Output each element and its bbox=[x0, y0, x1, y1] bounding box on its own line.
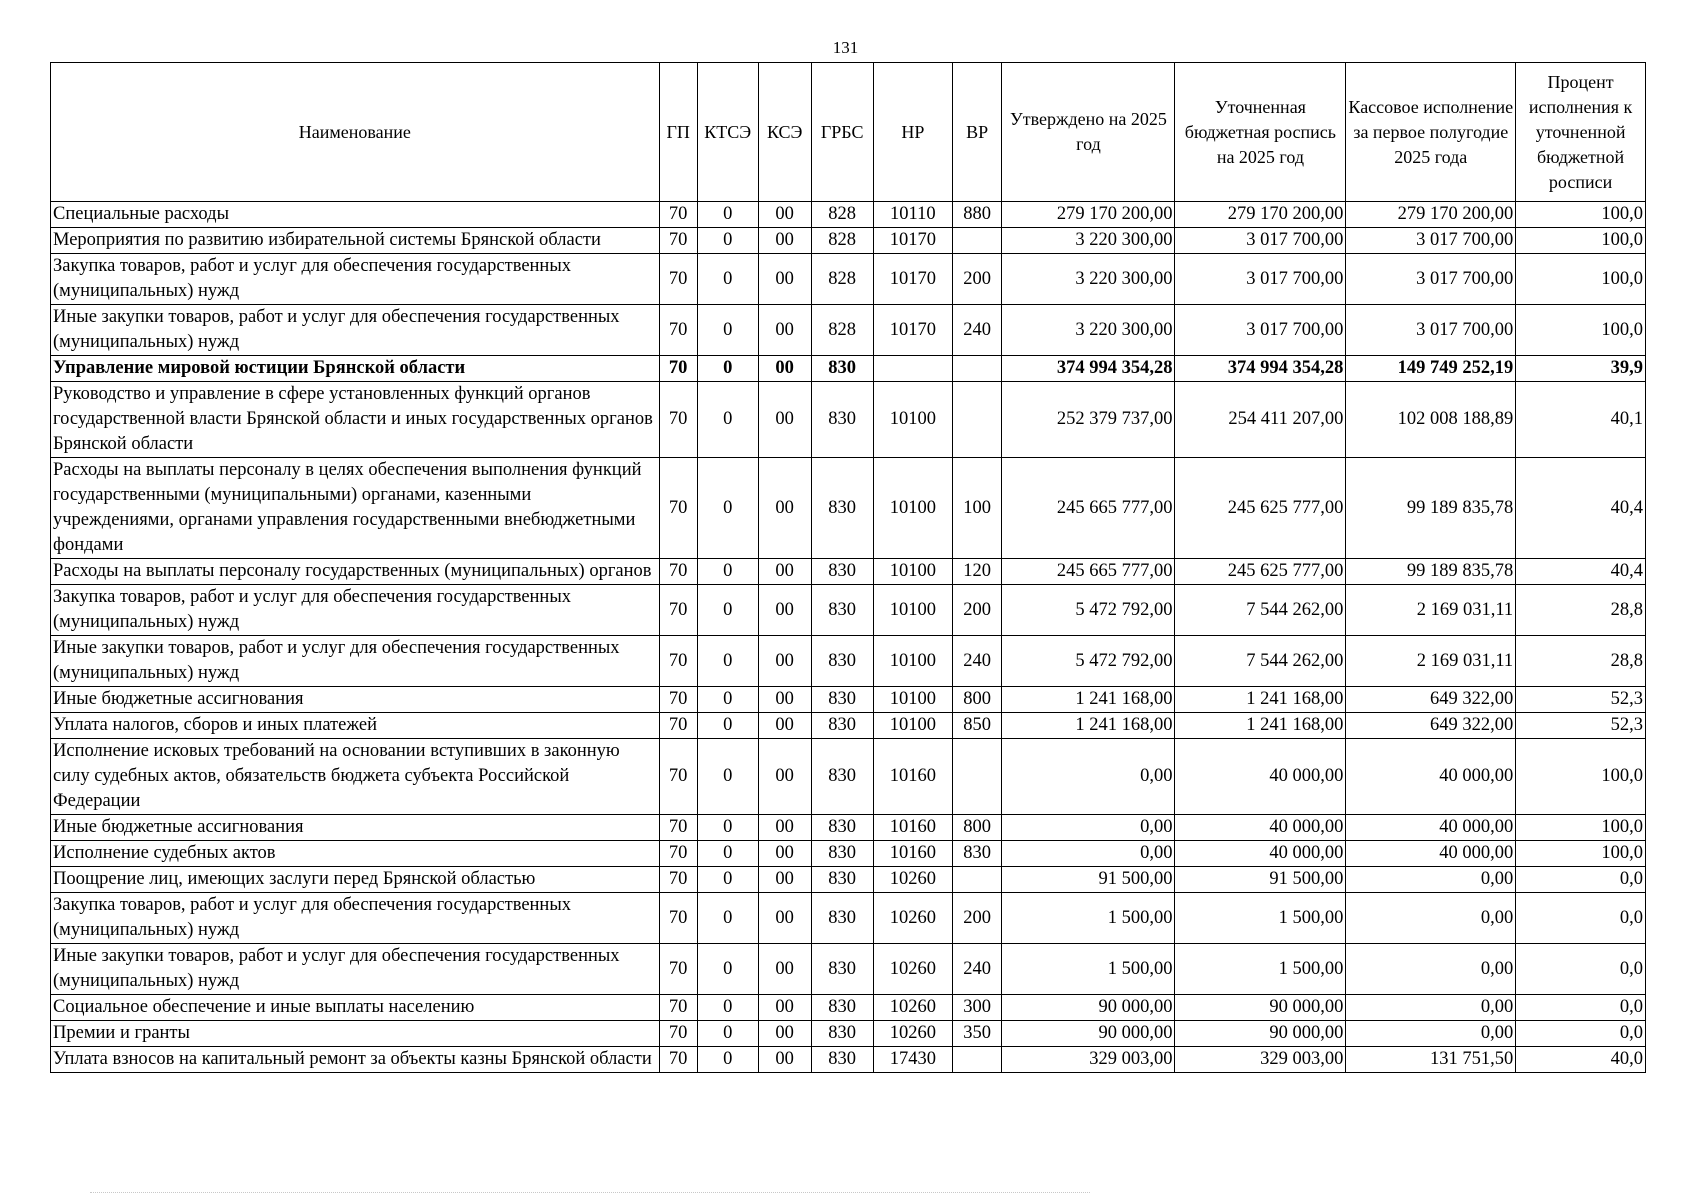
cell-refined: 3 017 700,00 bbox=[1175, 228, 1346, 254]
cell-nr: 10100 bbox=[873, 585, 952, 636]
table-row bbox=[51, 815, 1646, 841]
scan-artifact-line bbox=[90, 1192, 1090, 1195]
cell-nr: 10110 bbox=[873, 202, 952, 228]
cell-name: Расходы на выплаты персоналу в целях обеспечения выполнения функций государственными (муниципальными) органами, казенными учреждениями, органами управления государственными внебюджетными фондами bbox=[51, 458, 660, 559]
cell-grbs: 830 bbox=[811, 382, 873, 458]
cell-gp: 70 bbox=[659, 893, 697, 944]
cell-name: Иные закупки товаров, работ и услуг для обеспечения государственных (муниципальных) нужд bbox=[51, 305, 660, 356]
cell-nr: 10100 bbox=[873, 458, 952, 559]
cell-approved: 90 000,00 bbox=[1002, 1021, 1175, 1047]
cell-grbs: 830 bbox=[811, 1047, 873, 1073]
cell-executed: 0,00 bbox=[1346, 995, 1516, 1021]
cell-nr: 10100 bbox=[873, 636, 952, 687]
cell-executed: 0,00 bbox=[1346, 1021, 1516, 1047]
cell-kse: 00 bbox=[758, 254, 811, 305]
cell-refined: 7 544 262,00 bbox=[1175, 585, 1346, 636]
cell-grbs: 830 bbox=[811, 867, 873, 893]
cell-grbs: 828 bbox=[811, 254, 873, 305]
cell-ktse: 0 bbox=[697, 254, 758, 305]
cell-refined: 91 500,00 bbox=[1175, 867, 1346, 893]
cell-grbs: 830 bbox=[811, 585, 873, 636]
cell-kse: 00 bbox=[758, 202, 811, 228]
cell-name: Мероприятия по развитию избирательной системы Брянской области bbox=[51, 228, 660, 254]
cell-approved: 279 170 200,00 bbox=[1002, 202, 1175, 228]
cell-ktse: 0 bbox=[697, 382, 758, 458]
cell-approved: 245 665 777,00 bbox=[1002, 559, 1175, 585]
cell-vr bbox=[952, 1047, 1002, 1073]
cell-name: Специальные расходы bbox=[51, 202, 660, 228]
cell-approved: 1 241 168,00 bbox=[1002, 687, 1175, 713]
table-header-row bbox=[51, 63, 1646, 202]
cell-gp: 70 bbox=[659, 841, 697, 867]
cell-grbs: 830 bbox=[811, 356, 873, 382]
cell-executed: 99 189 835,78 bbox=[1346, 458, 1516, 559]
cell-grbs: 830 bbox=[811, 893, 873, 944]
cell-executed: 131 751,50 bbox=[1346, 1047, 1516, 1073]
cell-gp: 70 bbox=[659, 995, 697, 1021]
table-row bbox=[51, 687, 1646, 713]
cell-gp: 70 bbox=[659, 228, 697, 254]
cell-executed: 0,00 bbox=[1346, 893, 1516, 944]
table-row bbox=[51, 202, 1646, 228]
cell-kse: 00 bbox=[758, 867, 811, 893]
cell-kse: 00 bbox=[758, 559, 811, 585]
table-row bbox=[51, 559, 1646, 585]
cell-grbs: 830 bbox=[811, 687, 873, 713]
cell-gp: 70 bbox=[659, 739, 697, 815]
cell-executed: 40 000,00 bbox=[1346, 739, 1516, 815]
header-approved: Утверждено на 2025 год bbox=[1002, 63, 1175, 202]
cell-percent: 28,8 bbox=[1516, 636, 1646, 687]
cell-nr: 10100 bbox=[873, 382, 952, 458]
cell-executed: 649 322,00 bbox=[1346, 687, 1516, 713]
cell-refined: 40 000,00 bbox=[1175, 739, 1346, 815]
cell-refined: 40 000,00 bbox=[1175, 815, 1346, 841]
cell-ktse: 0 bbox=[697, 815, 758, 841]
cell-gp: 70 bbox=[659, 944, 697, 995]
table-row bbox=[51, 841, 1646, 867]
cell-executed: 649 322,00 bbox=[1346, 713, 1516, 739]
cell-name: Премии и гранты bbox=[51, 1021, 660, 1047]
table-row bbox=[51, 1021, 1646, 1047]
cell-executed: 40 000,00 bbox=[1346, 815, 1516, 841]
cell-vr bbox=[952, 739, 1002, 815]
cell-refined: 90 000,00 bbox=[1175, 995, 1346, 1021]
cell-percent: 100,0 bbox=[1516, 202, 1646, 228]
cell-ktse: 0 bbox=[697, 893, 758, 944]
cell-refined: 90 000,00 bbox=[1175, 1021, 1346, 1047]
header-percent: Процент исполнения к уточненной бюджетной росписи bbox=[1516, 63, 1646, 202]
cell-executed: 99 189 835,78 bbox=[1346, 559, 1516, 585]
cell-ktse: 0 bbox=[697, 739, 758, 815]
cell-executed: 279 170 200,00 bbox=[1346, 202, 1516, 228]
cell-approved: 252 379 737,00 bbox=[1002, 382, 1175, 458]
cell-percent: 100,0 bbox=[1516, 815, 1646, 841]
cell-refined: 374 994 354,28 bbox=[1175, 356, 1346, 382]
cell-executed: 102 008 188,89 bbox=[1346, 382, 1516, 458]
cell-percent: 28,8 bbox=[1516, 585, 1646, 636]
cell-kse: 00 bbox=[758, 841, 811, 867]
cell-percent: 0,0 bbox=[1516, 944, 1646, 995]
cell-grbs: 828 bbox=[811, 228, 873, 254]
cell-executed: 40 000,00 bbox=[1346, 841, 1516, 867]
cell-vr bbox=[952, 382, 1002, 458]
cell-gp: 70 bbox=[659, 1047, 697, 1073]
cell-gp: 70 bbox=[659, 458, 697, 559]
cell-vr: 830 bbox=[952, 841, 1002, 867]
cell-gp: 70 bbox=[659, 636, 697, 687]
cell-approved: 5 472 792,00 bbox=[1002, 585, 1175, 636]
cell-name: Закупка товаров, работ и услуг для обеспечения государственных (муниципальных) нужд bbox=[51, 893, 660, 944]
cell-gp: 70 bbox=[659, 815, 697, 841]
cell-name: Уплата налогов, сборов и иных платежей bbox=[51, 713, 660, 739]
page-number: 131 bbox=[832, 38, 859, 57]
cell-name: Социальное обеспечение и иные выплаты населению bbox=[51, 995, 660, 1021]
table-row bbox=[51, 228, 1646, 254]
cell-grbs: 830 bbox=[811, 815, 873, 841]
cell-gp: 70 bbox=[659, 356, 697, 382]
cell-name: Управление мировой юстиции Брянской области bbox=[51, 356, 660, 382]
cell-percent: 0,0 bbox=[1516, 867, 1646, 893]
cell-executed: 2 169 031,11 bbox=[1346, 636, 1516, 687]
cell-name: Закупка товаров, работ и услуг для обеспечения государственных (муниципальных) нужд bbox=[51, 585, 660, 636]
table-row bbox=[51, 1047, 1646, 1073]
cell-ktse: 0 bbox=[697, 305, 758, 356]
cell-vr: 200 bbox=[952, 893, 1002, 944]
cell-nr: 10160 bbox=[873, 841, 952, 867]
cell-percent: 52,3 bbox=[1516, 687, 1646, 713]
cell-percent: 0,0 bbox=[1516, 1021, 1646, 1047]
cell-percent: 40,4 bbox=[1516, 559, 1646, 585]
cell-kse: 00 bbox=[758, 458, 811, 559]
cell-nr: 10260 bbox=[873, 1021, 952, 1047]
header-refined: Уточненная бюджетная роспись на 2025 год bbox=[1175, 63, 1346, 202]
cell-executed: 3 017 700,00 bbox=[1346, 228, 1516, 254]
cell-nr: 10260 bbox=[873, 995, 952, 1021]
cell-ktse: 0 bbox=[697, 559, 758, 585]
budget-table bbox=[50, 62, 1646, 1073]
header-vr: ВР bbox=[952, 63, 1002, 202]
cell-gp: 70 bbox=[659, 585, 697, 636]
cell-approved: 1 241 168,00 bbox=[1002, 713, 1175, 739]
header-gp: ГП bbox=[659, 63, 697, 202]
cell-kse: 00 bbox=[758, 585, 811, 636]
cell-approved: 5 472 792,00 bbox=[1002, 636, 1175, 687]
table-row bbox=[51, 382, 1646, 458]
cell-approved: 1 500,00 bbox=[1002, 893, 1175, 944]
cell-executed: 3 017 700,00 bbox=[1346, 305, 1516, 356]
cell-refined: 1 241 168,00 bbox=[1175, 687, 1346, 713]
cell-name: Иные закупки товаров, работ и услуг для обеспечения государственных (муниципальных) нужд bbox=[51, 636, 660, 687]
cell-ktse: 0 bbox=[697, 841, 758, 867]
cell-ktse: 0 bbox=[697, 202, 758, 228]
cell-ktse: 0 bbox=[697, 867, 758, 893]
cell-grbs: 830 bbox=[811, 944, 873, 995]
cell-nr: 10160 bbox=[873, 815, 952, 841]
cell-grbs: 828 bbox=[811, 305, 873, 356]
header-grbs: ГРБС bbox=[811, 63, 873, 202]
cell-nr: 10260 bbox=[873, 893, 952, 944]
cell-kse: 00 bbox=[758, 893, 811, 944]
cell-vr: 800 bbox=[952, 815, 1002, 841]
header-ktse: КТСЭ bbox=[697, 63, 758, 202]
cell-kse: 00 bbox=[758, 1047, 811, 1073]
table-row bbox=[51, 944, 1646, 995]
cell-grbs: 830 bbox=[811, 995, 873, 1021]
cell-grbs: 830 bbox=[811, 841, 873, 867]
cell-ktse: 0 bbox=[697, 944, 758, 995]
table-row bbox=[51, 458, 1646, 559]
cell-ktse: 0 bbox=[697, 458, 758, 559]
cell-nr: 10170 bbox=[873, 254, 952, 305]
cell-vr: 850 bbox=[952, 713, 1002, 739]
cell-executed: 0,00 bbox=[1346, 867, 1516, 893]
cell-gp: 70 bbox=[659, 202, 697, 228]
cell-name: Поощрение лиц, имеющих заслуги перед Брянской областью bbox=[51, 867, 660, 893]
cell-vr: 200 bbox=[952, 585, 1002, 636]
cell-percent: 39,9 bbox=[1516, 356, 1646, 382]
cell-ktse: 0 bbox=[697, 713, 758, 739]
cell-gp: 70 bbox=[659, 382, 697, 458]
cell-nr: 10160 bbox=[873, 739, 952, 815]
cell-executed: 3 017 700,00 bbox=[1346, 254, 1516, 305]
cell-percent: 40,1 bbox=[1516, 382, 1646, 458]
table-row bbox=[51, 867, 1646, 893]
cell-ktse: 0 bbox=[697, 687, 758, 713]
cell-vr bbox=[952, 867, 1002, 893]
cell-grbs: 830 bbox=[811, 636, 873, 687]
table-row bbox=[51, 995, 1646, 1021]
cell-approved: 0,00 bbox=[1002, 841, 1175, 867]
cell-approved: 91 500,00 bbox=[1002, 867, 1175, 893]
cell-approved: 1 500,00 bbox=[1002, 944, 1175, 995]
cell-name: Исполнение судебных актов bbox=[51, 841, 660, 867]
cell-ktse: 0 bbox=[697, 1021, 758, 1047]
cell-percent: 52,3 bbox=[1516, 713, 1646, 739]
cell-percent: 100,0 bbox=[1516, 228, 1646, 254]
cell-approved: 3 220 300,00 bbox=[1002, 305, 1175, 356]
table-row bbox=[51, 254, 1646, 305]
cell-ktse: 0 bbox=[697, 1047, 758, 1073]
cell-vr: 800 bbox=[952, 687, 1002, 713]
cell-name: Закупка товаров, работ и услуг для обеспечения государственных (муниципальных) нужд bbox=[51, 254, 660, 305]
cell-ktse: 0 bbox=[697, 228, 758, 254]
cell-approved: 0,00 bbox=[1002, 815, 1175, 841]
cell-gp: 70 bbox=[659, 559, 697, 585]
cell-percent: 100,0 bbox=[1516, 739, 1646, 815]
cell-percent: 0,0 bbox=[1516, 995, 1646, 1021]
cell-kse: 00 bbox=[758, 815, 811, 841]
cell-grbs: 830 bbox=[811, 559, 873, 585]
cell-kse: 00 bbox=[758, 713, 811, 739]
cell-nr: 10260 bbox=[873, 867, 952, 893]
cell-approved: 3 220 300,00 bbox=[1002, 228, 1175, 254]
cell-vr: 880 bbox=[952, 202, 1002, 228]
cell-nr: 10170 bbox=[873, 228, 952, 254]
cell-percent: 100,0 bbox=[1516, 305, 1646, 356]
cell-grbs: 828 bbox=[811, 202, 873, 228]
cell-refined: 254 411 207,00 bbox=[1175, 382, 1346, 458]
cell-approved: 374 994 354,28 bbox=[1002, 356, 1175, 382]
cell-name: Расходы на выплаты персоналу государственных (муниципальных) органов bbox=[51, 559, 660, 585]
cell-kse: 00 bbox=[758, 382, 811, 458]
table-row bbox=[51, 305, 1646, 356]
cell-approved: 245 665 777,00 bbox=[1002, 458, 1175, 559]
cell-executed: 2 169 031,11 bbox=[1346, 585, 1516, 636]
cell-gp: 70 bbox=[659, 867, 697, 893]
cell-vr: 200 bbox=[952, 254, 1002, 305]
cell-percent: 40,0 bbox=[1516, 1047, 1646, 1073]
table-row bbox=[51, 713, 1646, 739]
cell-approved: 0,00 bbox=[1002, 739, 1175, 815]
cell-refined: 245 625 777,00 bbox=[1175, 458, 1346, 559]
table-row bbox=[51, 636, 1646, 687]
cell-nr: 10170 bbox=[873, 305, 952, 356]
cell-kse: 00 bbox=[758, 687, 811, 713]
cell-kse: 00 bbox=[758, 305, 811, 356]
cell-ktse: 0 bbox=[697, 636, 758, 687]
cell-grbs: 830 bbox=[811, 713, 873, 739]
cell-approved: 90 000,00 bbox=[1002, 995, 1175, 1021]
cell-refined: 7 544 262,00 bbox=[1175, 636, 1346, 687]
cell-nr: 10260 bbox=[873, 944, 952, 995]
cell-vr: 120 bbox=[952, 559, 1002, 585]
cell-grbs: 830 bbox=[811, 1021, 873, 1047]
cell-executed: 149 749 252,19 bbox=[1346, 356, 1516, 382]
cell-kse: 00 bbox=[758, 356, 811, 382]
cell-vr: 240 bbox=[952, 305, 1002, 356]
cell-percent: 0,0 bbox=[1516, 893, 1646, 944]
cell-refined: 3 017 700,00 bbox=[1175, 305, 1346, 356]
cell-nr: 10100 bbox=[873, 559, 952, 585]
cell-name: Иные бюджетные ассигнования bbox=[51, 815, 660, 841]
cell-gp: 70 bbox=[659, 254, 697, 305]
cell-name: Исполнение исковых требований на основании вступивших в законную силу судебных актов, обязательств бюджета субъекта Российской Федерации bbox=[51, 739, 660, 815]
cell-grbs: 830 bbox=[811, 739, 873, 815]
cell-refined: 1 500,00 bbox=[1175, 944, 1346, 995]
cell-refined: 245 625 777,00 bbox=[1175, 559, 1346, 585]
cell-approved: 329 003,00 bbox=[1002, 1047, 1175, 1073]
cell-vr bbox=[952, 356, 1002, 382]
cell-nr: 10100 bbox=[873, 687, 952, 713]
header-kse: КСЭ bbox=[758, 63, 811, 202]
cell-nr: 10100 bbox=[873, 713, 952, 739]
cell-ktse: 0 bbox=[697, 995, 758, 1021]
cell-name: Руководство и управление в сфере установленных функций органов государственной власти Брянской области и иных государственных органов Брянской области bbox=[51, 382, 660, 458]
table-row bbox=[51, 356, 1646, 382]
cell-vr: 300 bbox=[952, 995, 1002, 1021]
cell-vr: 240 bbox=[952, 944, 1002, 995]
cell-kse: 00 bbox=[758, 739, 811, 815]
table-row bbox=[51, 585, 1646, 636]
cell-approved: 3 220 300,00 bbox=[1002, 254, 1175, 305]
cell-kse: 00 bbox=[758, 636, 811, 687]
header-nr: НР bbox=[873, 63, 952, 202]
cell-nr: 17430 bbox=[873, 1047, 952, 1073]
cell-gp: 70 bbox=[659, 1021, 697, 1047]
cell-vr: 100 bbox=[952, 458, 1002, 559]
cell-vr: 350 bbox=[952, 1021, 1002, 1047]
cell-ktse: 0 bbox=[697, 585, 758, 636]
cell-percent: 100,0 bbox=[1516, 254, 1646, 305]
cell-gp: 70 bbox=[659, 713, 697, 739]
cell-refined: 279 170 200,00 bbox=[1175, 202, 1346, 228]
cell-nr bbox=[873, 356, 952, 382]
header-name: Наименование bbox=[51, 63, 660, 202]
cell-gp: 70 bbox=[659, 305, 697, 356]
cell-name: Иные бюджетные ассигнования bbox=[51, 687, 660, 713]
cell-percent: 40,4 bbox=[1516, 458, 1646, 559]
cell-refined: 40 000,00 bbox=[1175, 841, 1346, 867]
header-executed: Кассовое исполнение за первое полугодие 2025 года bbox=[1346, 63, 1516, 202]
table-body bbox=[51, 202, 1646, 1073]
cell-vr: 240 bbox=[952, 636, 1002, 687]
table-row bbox=[51, 893, 1646, 944]
cell-vr bbox=[952, 228, 1002, 254]
cell-name: Иные закупки товаров, работ и услуг для обеспечения государственных (муниципальных) нужд bbox=[51, 944, 660, 995]
table-row bbox=[51, 739, 1646, 815]
cell-kse: 00 bbox=[758, 1021, 811, 1047]
cell-refined: 1 500,00 bbox=[1175, 893, 1346, 944]
cell-gp: 70 bbox=[659, 687, 697, 713]
cell-refined: 3 017 700,00 bbox=[1175, 254, 1346, 305]
cell-refined: 329 003,00 bbox=[1175, 1047, 1346, 1073]
cell-kse: 00 bbox=[758, 228, 811, 254]
cell-executed: 0,00 bbox=[1346, 944, 1516, 995]
cell-percent: 100,0 bbox=[1516, 841, 1646, 867]
cell-name: Уплата взносов на капитальный ремонт за объекты казны Брянской области bbox=[51, 1047, 660, 1073]
cell-kse: 00 bbox=[758, 995, 811, 1021]
cell-grbs: 830 bbox=[811, 458, 873, 559]
cell-ktse: 0 bbox=[697, 356, 758, 382]
cell-kse: 00 bbox=[758, 944, 811, 995]
cell-refined: 1 241 168,00 bbox=[1175, 713, 1346, 739]
